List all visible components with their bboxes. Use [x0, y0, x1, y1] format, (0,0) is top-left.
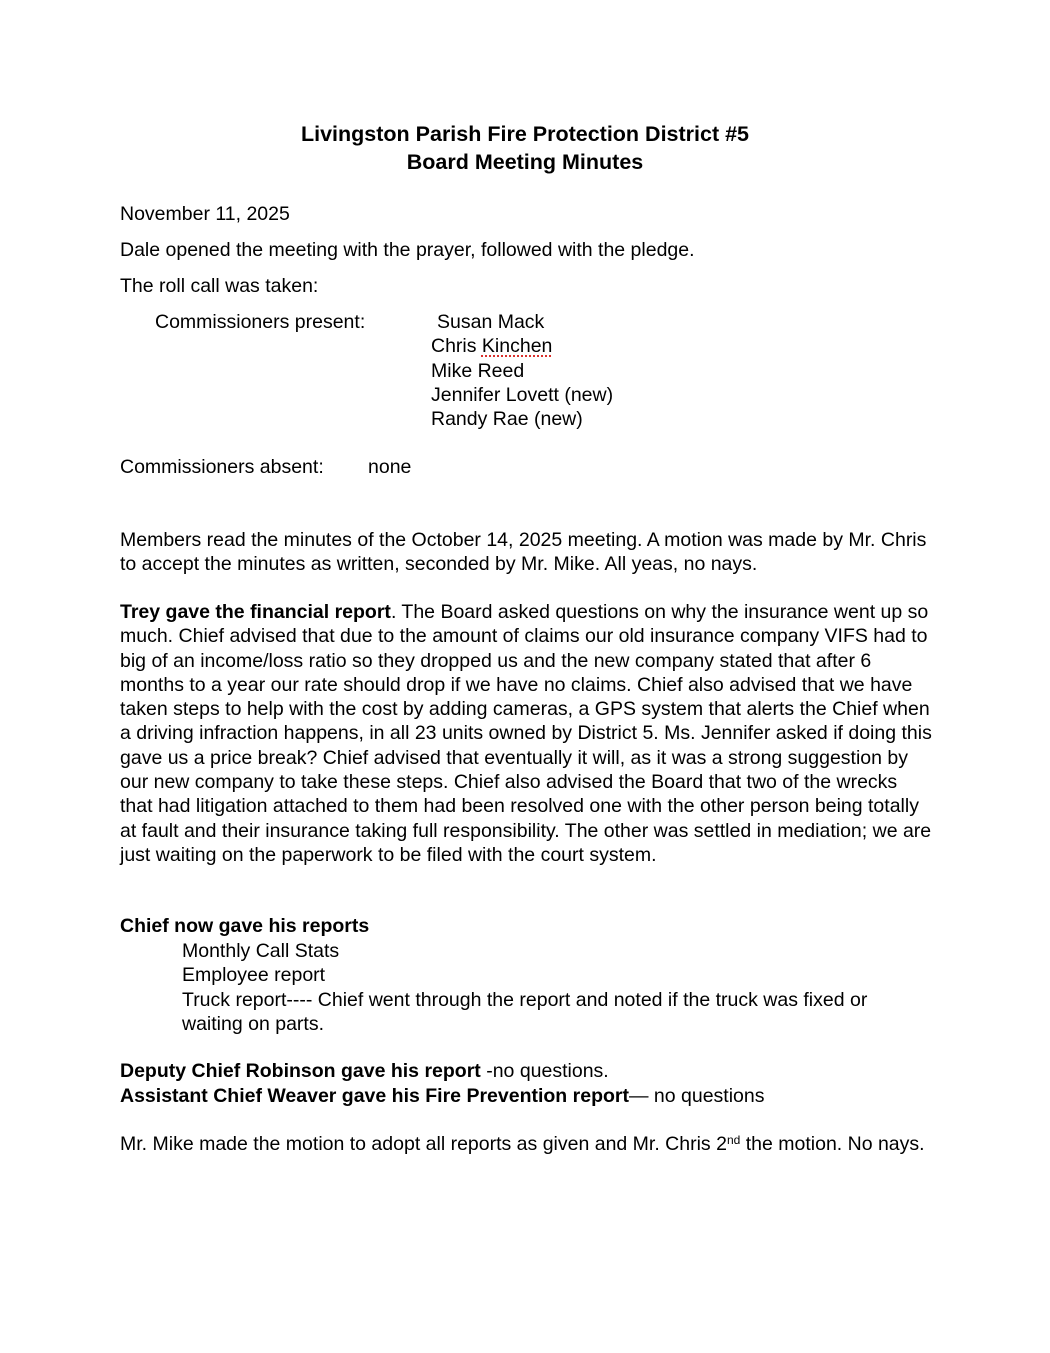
- list-item: Employee report: [182, 964, 326, 987]
- roll-call-statement: The roll call was taken:: [120, 275, 319, 297]
- commissioners-present-label: Commissioners present:: [155, 311, 366, 333]
- commissioners-absent-label: Commissioners absent:: [120, 456, 324, 478]
- title-line-organization: Livingston Parish Fire Protection District #5: [300, 122, 749, 146]
- assistant-chief-report-heading: Assistant Chief Weaver gave his Fire Prevention report: [120, 1085, 629, 1107]
- meeting-date: November 11, 2025: [120, 203, 290, 225]
- deputy-chief-report-heading: Deputy Chief Robinson gave his report: [120, 1060, 481, 1082]
- deputy-chief-report: [120, 1059, 935, 1083]
- commissioner-name: Susan Mack: [437, 311, 545, 333]
- financial-report-body: . The Board asked questions on why the insurance went up so much. Chief advised that due to the amount of claims our old insurance company VIFS had to big of an income/loss ratio so they dropped us and the new company stated that after 6 months to a year our rate should drop if we have no claims. Chief also advised that we have taken steps to help with the cost by adding cameras, a GPS system that alerts the Chief when a driving infraction happens, in all 23 units owned by District 5. Ms. Jennifer asked if doing this gave us a price break? Chief advised that eventually it will, as it was a strong suggestion by our new company to take these steps. Chief also advised the Board that two of the wrecks that had litigation attached to them had been resolved one with the other person being totally at fault and their insurance taking full responsibility. The other was settled in mediation; we are just waiting on the paperwork to be filed with the court system.: [120, 601, 932, 866]
- chief-reports-list: [182, 939, 932, 1036]
- assistant-chief-report: [120, 1084, 935, 1108]
- list-item: Monthly Call Stats: [182, 940, 340, 962]
- financial-report-paragraph: [120, 600, 935, 867]
- motion-text-before: Mr. Mike made the motion to adopt all reports as given and Mr. Chris 2: [120, 1133, 727, 1155]
- assistant-chief-report-note: — no questions: [628, 1085, 765, 1107]
- chief-reports-heading: Chief now gave his reports: [120, 915, 370, 937]
- opening-statement: Dale opened the meeting with the prayer, followed with the pledge.: [120, 239, 695, 261]
- document-title: [0, 120, 1050, 176]
- commissioners-present-list: [431, 310, 831, 431]
- commissioner-name: Randy Rae (new): [431, 408, 583, 431]
- commissioner-name: Jennifer Lovett (new): [431, 383, 614, 406]
- spellcheck-flagged-word: Kinchen: [481, 335, 553, 358]
- financial-report-heading: Trey gave the financial report: [120, 601, 391, 623]
- minutes-approval-paragraph: Members read the minutes of the October 14, 2025 meeting. A motion was made by Mr. Chris to accept the minutes as written, seconded by Mr. Mike. All yeas, no nays.: [120, 529, 927, 576]
- commissioner-name: [431, 334, 831, 358]
- motion-ordinal-superscript: nd: [726, 1133, 741, 1147]
- title-line-document-type: Board Meeting Minutes: [406, 150, 644, 174]
- motion-text-after: the motion. No nays.: [740, 1133, 925, 1155]
- commissioner-name-first: Chris: [431, 335, 482, 358]
- deputy-chief-report-note: -no questions.: [480, 1060, 609, 1082]
- commissioners-absent-value: none: [368, 456, 412, 478]
- list-item: Truck report---- Chief went through the report and noted if the truck was fixed or waiting on parts.: [182, 988, 868, 1035]
- commissioner-name: Mike Reed: [431, 359, 525, 382]
- motion-paragraph: [120, 1132, 932, 1156]
